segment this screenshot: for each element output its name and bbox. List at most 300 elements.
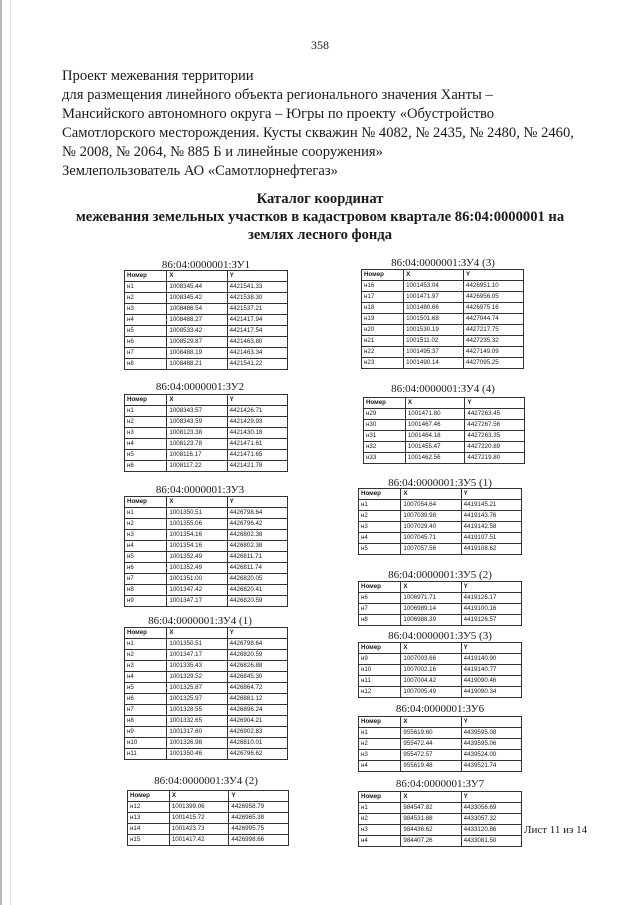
x-coordinate: 1008488.19 <box>167 348 227 359</box>
column-header-n: Номер <box>359 489 401 500</box>
header-line: Проект межевания территории <box>62 68 254 84</box>
x-coordinate: 955619.48 <box>401 761 461 772</box>
table-row <box>125 406 288 417</box>
table-row <box>125 705 288 716</box>
x-coordinate: 1001354.16 <box>167 530 227 541</box>
x-coordinate: 1008533.42 <box>167 326 227 337</box>
coords-table-zu5-2 <box>358 581 522 626</box>
table-row <box>125 738 288 749</box>
point-number: н1 <box>125 406 167 417</box>
y-coordinate: 4426811.74 <box>227 563 287 574</box>
x-coordinate: 955472.44 <box>401 739 461 750</box>
y-coordinate: 4426965.38 <box>229 813 289 824</box>
table-row <box>128 824 289 835</box>
table-row <box>125 508 288 519</box>
point-number: н3 <box>125 428 167 439</box>
x-coordinate: 1007039.98 <box>401 511 461 522</box>
point-number: н1 <box>359 500 401 511</box>
table-row <box>364 431 525 442</box>
table-label-zu5-3: 86:04:0000001:ЗУ5 (3) <box>388 630 492 642</box>
column-header-y: Y <box>461 582 521 593</box>
y-coordinate: 4421541.33 <box>227 282 287 293</box>
column-header-n: Номер <box>359 717 401 728</box>
coords-table-zu4-3 <box>361 269 524 369</box>
x-coordinate: 1001462.56 <box>405 453 465 464</box>
x-coordinate: 1008486.54 <box>167 304 227 315</box>
y-coordinate: 4419100.16 <box>461 604 521 615</box>
table-row <box>128 813 289 824</box>
x-coordinate: 1001530.19 <box>404 325 464 336</box>
y-coordinate: 4427044.74 <box>464 314 524 325</box>
x-coordinate: 1008345.44 <box>167 282 227 293</box>
y-coordinate: 4433120.86 <box>461 825 521 836</box>
point-number: н1 <box>125 639 167 650</box>
point-number: н4 <box>125 672 167 683</box>
table-row <box>359 615 522 626</box>
y-coordinate: 4421471.61 <box>227 439 287 450</box>
point-number: н21 <box>362 336 404 347</box>
y-coordinate: 4421538.30 <box>227 293 287 304</box>
point-number: н1 <box>359 728 401 739</box>
x-coordinate: 1001325.87 <box>167 683 227 694</box>
y-coordinate: 4426956.05 <box>464 292 524 303</box>
x-coordinate: 1001501.68 <box>404 314 464 325</box>
point-number: н23 <box>362 358 404 369</box>
column-header-x: X <box>401 582 461 593</box>
table-header-row <box>125 271 288 282</box>
header-line: Самотлорского месторождения. Кусты скважин № 4082, № 2435, № 2480, № 2460, <box>62 124 574 141</box>
y-coordinate: 4439595.06 <box>461 739 521 750</box>
table-row <box>359 803 522 814</box>
table-header-row <box>359 643 522 654</box>
y-coordinate: 4427263.35 <box>465 431 525 442</box>
x-coordinate: 1001423.73 <box>169 824 229 835</box>
point-number: н8 <box>359 615 401 626</box>
table-header-row <box>362 270 524 281</box>
point-number: н2 <box>125 293 167 304</box>
y-coordinate: 4426958.79 <box>229 802 289 813</box>
column-header-n: Номер <box>125 271 167 282</box>
table-row <box>364 409 525 420</box>
x-coordinate: 1001352.49 <box>167 563 227 574</box>
column-header-n: Номер <box>125 497 167 508</box>
point-number: н8 <box>125 716 167 727</box>
table-label-zu6: 86:04:0000001:ЗУ6 <box>395 703 485 715</box>
y-coordinate: 4426802.38 <box>227 541 287 552</box>
table-label-zu4-4: 86:04:0000001:ЗУ4 (4) <box>391 383 495 395</box>
y-coordinate: 4426998.66 <box>229 835 289 846</box>
point-number: н18 <box>362 303 404 314</box>
point-number: н2 <box>359 511 401 522</box>
catalog-title-line: Каталог координат <box>256 191 384 207</box>
point-number: н7 <box>125 574 167 585</box>
point-number: н10 <box>359 665 401 676</box>
y-coordinate: 4421537.21 <box>227 304 287 315</box>
x-coordinate: 1001351.00 <box>167 574 227 585</box>
point-number: н2 <box>125 519 167 530</box>
point-number: н10 <box>125 738 167 749</box>
x-coordinate: 1006989.14 <box>401 604 461 615</box>
table-row <box>125 519 288 530</box>
y-coordinate: 4427263.45 <box>465 409 525 420</box>
x-coordinate: 1001354.16 <box>167 541 227 552</box>
column-header-y: Y <box>464 270 524 281</box>
coords-table-zu4-1 <box>124 627 288 760</box>
point-number: н1 <box>359 803 401 814</box>
column-header-y: Y <box>461 717 521 728</box>
x-coordinate: 1006971.71 <box>401 593 461 604</box>
table-row <box>362 325 524 336</box>
x-coordinate: 1001329.52 <box>167 672 227 683</box>
y-coordinate: 4426845.30 <box>227 672 287 683</box>
y-coordinate: 4421417.54 <box>227 326 287 337</box>
table-row <box>125 530 288 541</box>
point-number: н6 <box>125 337 167 348</box>
y-coordinate: 4421463.34 <box>227 348 287 359</box>
x-coordinate: 984531.88 <box>401 814 461 825</box>
y-coordinate: 4419090.46 <box>461 676 521 687</box>
table-header-row <box>125 395 288 406</box>
table-header-row <box>125 497 288 508</box>
y-coordinate: 4433081.50 <box>461 836 521 847</box>
table-row <box>125 428 288 439</box>
x-coordinate: 955619.60 <box>401 728 461 739</box>
point-number: н7 <box>125 705 167 716</box>
x-coordinate: 1001490.14 <box>404 358 464 369</box>
point-number: н2 <box>359 739 401 750</box>
point-number: н8 <box>125 585 167 596</box>
y-coordinate: 4427267.56 <box>465 420 525 431</box>
table-row <box>128 835 289 846</box>
x-coordinate: 1001328.55 <box>167 705 227 716</box>
point-number: н3 <box>125 304 167 315</box>
y-coordinate: 4426820.05 <box>227 574 287 585</box>
coords-table-zu5-3 <box>358 642 522 698</box>
y-coordinate: 4419090.34 <box>461 687 521 698</box>
table-row <box>125 359 288 370</box>
table-row <box>359 676 522 687</box>
point-number: н7 <box>125 348 167 359</box>
x-coordinate: 1008123.78 <box>167 439 227 450</box>
header-line: Землепользователь АО «Самотлорнефтегаз» <box>62 162 338 179</box>
point-number: н17 <box>362 292 404 303</box>
x-coordinate: 1008529.87 <box>167 337 227 348</box>
column-header-y: Y <box>227 628 287 639</box>
table-row <box>359 604 522 615</box>
y-coordinate: 4426796.42 <box>227 519 287 530</box>
point-number: н4 <box>359 836 401 847</box>
column-header-x: X <box>401 717 461 728</box>
x-coordinate: 1001326.98 <box>167 738 227 749</box>
y-coordinate: 4419140.90 <box>461 654 521 665</box>
table-row <box>362 303 524 314</box>
table-row <box>125 282 288 293</box>
x-coordinate: 1008488.27 <box>167 315 227 326</box>
table-header-row <box>359 717 522 728</box>
table-row <box>125 683 288 694</box>
table-label-zu7: 86:04:0000001:ЗУ7 <box>395 778 485 790</box>
table-row <box>125 348 288 359</box>
column-header-n: Номер <box>125 395 167 406</box>
y-coordinate: 4419140.77 <box>461 665 521 676</box>
y-coordinate: 4421417.94 <box>227 315 287 326</box>
scan-edge <box>0 0 2 905</box>
table-row <box>359 593 522 604</box>
y-coordinate: 4439521.74 <box>461 761 521 772</box>
y-coordinate: 4426902.83 <box>227 727 287 738</box>
table-row <box>362 281 524 292</box>
y-coordinate: 4421471.65 <box>227 450 287 461</box>
y-coordinate: 4419143.76 <box>461 511 521 522</box>
point-number: н1 <box>125 282 167 293</box>
point-number: н11 <box>125 749 167 760</box>
point-number: н15 <box>128 835 170 846</box>
y-coordinate: 4426811.71 <box>227 552 287 563</box>
table-row <box>359 750 522 761</box>
y-coordinate: 4421426.71 <box>227 406 287 417</box>
y-coordinate: 4426820.41 <box>227 585 287 596</box>
column-header-x: X <box>167 628 227 639</box>
column-header-x: X <box>167 395 227 406</box>
x-coordinate: 1001350.51 <box>167 639 227 650</box>
x-coordinate: 1008343.59 <box>167 417 227 428</box>
coords-table-zu4-4 <box>363 397 525 464</box>
point-number: н16 <box>362 281 404 292</box>
column-header-n: Номер <box>359 792 401 803</box>
table-row <box>125 639 288 650</box>
table-row <box>125 417 288 428</box>
point-number: н19 <box>362 314 404 325</box>
table-row <box>125 650 288 661</box>
point-number: н2 <box>359 814 401 825</box>
point-number: н5 <box>125 326 167 337</box>
point-number: н9 <box>125 727 167 738</box>
table-row <box>125 716 288 727</box>
y-coordinate: 4426798.64 <box>227 508 287 519</box>
scan-edge-shadow <box>10 0 11 905</box>
y-coordinate: 4421541.22 <box>227 359 287 370</box>
point-number: н14 <box>128 824 170 835</box>
table-label-zu2: 86:04:0000001:ЗУ2 <box>155 381 245 393</box>
catalog-title-line: межевания земельных участков в кадастровом квартале 86:04:0000001 на <box>75 209 565 225</box>
point-number: н5 <box>125 683 167 694</box>
x-coordinate: 1001332.65 <box>167 716 227 727</box>
x-coordinate: 1008116.17 <box>167 450 227 461</box>
x-coordinate: 1001511.02 <box>404 336 464 347</box>
coords-table-zu7 <box>358 791 522 847</box>
table-row <box>362 336 524 347</box>
point-number: н8 <box>125 359 167 370</box>
x-coordinate: 1001455.47 <box>405 442 465 453</box>
point-number: н7 <box>359 604 401 615</box>
point-number: н4 <box>125 541 167 552</box>
y-coordinate: 4426995.75 <box>229 824 289 835</box>
column-header-y: Y <box>227 497 287 508</box>
column-header-y: Y <box>227 271 287 282</box>
x-coordinate: 1001467.46 <box>405 420 465 431</box>
table-row <box>125 541 288 552</box>
y-coordinate: 4426820.59 <box>227 650 287 661</box>
header-line: № 2008, № 2064, № 885 Б и линейные сооружения» <box>62 143 383 160</box>
table-row <box>125 293 288 304</box>
table-row <box>125 727 288 738</box>
y-coordinate: 4433057.32 <box>461 814 521 825</box>
x-coordinate: 1007002.16 <box>401 665 461 676</box>
y-coordinate: 4427220.89 <box>465 442 525 453</box>
table-row <box>125 585 288 596</box>
catalog-title <box>0 190 640 244</box>
table-row <box>125 563 288 574</box>
x-coordinate: 1008123.38 <box>167 428 227 439</box>
table-row <box>125 326 288 337</box>
point-number: н5 <box>125 552 167 563</box>
table-label-zu4-3: 86:04:0000001:ЗУ4 (3) <box>391 257 495 269</box>
column-header-y: Y <box>461 489 521 500</box>
table-row <box>359 687 522 698</box>
x-coordinate: 1008345.42 <box>167 293 227 304</box>
table-row <box>128 802 289 813</box>
column-header-n: Номер <box>362 270 404 281</box>
point-number: н3 <box>125 661 167 672</box>
x-coordinate: 984407.26 <box>401 836 461 847</box>
table-row <box>125 315 288 326</box>
header-line: Мансийского автономного округа – Югры по проекту «Обустройство <box>62 105 495 122</box>
y-coordinate: 4426798.64 <box>227 639 287 650</box>
x-coordinate: 1001480.66 <box>404 303 464 314</box>
table-label-zu4-2: 86:04:0000001:ЗУ4 (2) <box>154 775 258 787</box>
column-header-n: Номер <box>128 791 170 802</box>
y-coordinate: 4427235.32 <box>464 336 524 347</box>
table-label-zu5-1: 86:04:0000001:ЗУ5 (1) <box>388 477 492 489</box>
column-header-y: Y <box>461 792 521 803</box>
point-number: н6 <box>359 593 401 604</box>
sheet-counter: Лист 11 из 14 <box>524 824 588 836</box>
point-number: н6 <box>125 461 167 472</box>
table-row <box>359 500 522 511</box>
point-number: н33 <box>364 453 406 464</box>
x-coordinate: 1001453.04 <box>404 281 464 292</box>
point-number: н9 <box>359 654 401 665</box>
column-header-n: Номер <box>359 582 401 593</box>
table-row <box>359 814 522 825</box>
table-header-row <box>359 489 522 500</box>
project-header <box>62 67 582 180</box>
x-coordinate: 1007003.66 <box>401 654 461 665</box>
point-number: н4 <box>125 315 167 326</box>
y-coordinate: 4426810.01 <box>227 738 287 749</box>
coords-table-zu6 <box>358 716 522 772</box>
point-number: н3 <box>359 750 401 761</box>
column-header-x: X <box>405 398 465 409</box>
x-coordinate: 1007054.64 <box>401 500 461 511</box>
y-coordinate: 4433056.69 <box>461 803 521 814</box>
table-row <box>359 728 522 739</box>
y-coordinate: 4419145.21 <box>461 500 521 511</box>
table-header-row <box>359 792 522 803</box>
table-header-row <box>364 398 525 409</box>
y-coordinate: 4426864.72 <box>227 683 287 694</box>
table-row <box>359 665 522 676</box>
point-number: н5 <box>359 544 401 555</box>
table-row <box>359 836 522 847</box>
table-row <box>125 304 288 315</box>
x-coordinate: 1001417.42 <box>169 835 229 846</box>
table-row <box>359 533 522 544</box>
x-coordinate: 1001350.51 <box>167 508 227 519</box>
x-coordinate: 1001350.46 <box>167 749 227 760</box>
table-row <box>125 439 288 450</box>
point-number: н12 <box>359 687 401 698</box>
point-number: н2 <box>125 417 167 428</box>
x-coordinate: 1001399.06 <box>169 802 229 813</box>
table-label-zu5-2: 86:04:0000001:ЗУ5 (2) <box>388 569 492 581</box>
page-number: 358 <box>311 38 329 52</box>
y-coordinate: 4426896.24 <box>227 705 287 716</box>
column-header-x: X <box>401 489 461 500</box>
y-coordinate: 4419108.62 <box>461 544 521 555</box>
x-coordinate: 1001317.60 <box>167 727 227 738</box>
table-row <box>125 337 288 348</box>
column-header-y: Y <box>229 791 289 802</box>
table-row <box>125 461 288 472</box>
x-coordinate: 1001415.72 <box>169 813 229 824</box>
column-header-x: X <box>404 270 464 281</box>
y-coordinate: 4426802.38 <box>227 530 287 541</box>
y-coordinate: 4426904.21 <box>227 716 287 727</box>
table-row <box>362 347 524 358</box>
x-coordinate: 1007057.56 <box>401 544 461 555</box>
x-coordinate: 1007045.71 <box>401 533 461 544</box>
table-row <box>359 522 522 533</box>
coords-table-zu1 <box>124 270 288 370</box>
table-row <box>125 672 288 683</box>
table-row <box>359 761 522 772</box>
table-row <box>362 358 524 369</box>
y-coordinate: 4426826.88 <box>227 661 287 672</box>
x-coordinate: 1001495.37 <box>404 347 464 358</box>
y-coordinate: 4427217.75 <box>464 325 524 336</box>
y-coordinate: 4421463.80 <box>227 337 287 348</box>
table-row <box>364 453 525 464</box>
x-coordinate: 1001352.49 <box>167 552 227 563</box>
table-label-zu3: 86:04:0000001:ЗУ3 <box>155 484 245 496</box>
x-coordinate: 1008488.21 <box>167 359 227 370</box>
point-number: н4 <box>359 533 401 544</box>
x-coordinate: 984436.62 <box>401 825 461 836</box>
y-coordinate: 4419142.58 <box>461 522 521 533</box>
column-header-n: Номер <box>125 628 167 639</box>
y-coordinate: 4426820.59 <box>227 596 287 607</box>
column-header-x: X <box>401 792 461 803</box>
point-number: н2 <box>125 650 167 661</box>
point-number: н3 <box>125 530 167 541</box>
column-header-x: X <box>167 271 227 282</box>
point-number: н31 <box>364 431 406 442</box>
point-number: н6 <box>125 694 167 705</box>
y-coordinate: 4419126.57 <box>461 615 521 626</box>
header-line: для размещения линейного объекта регионального значения Ханты – <box>62 86 493 103</box>
column-header-x: X <box>401 643 461 654</box>
table-row <box>125 596 288 607</box>
table-row <box>359 511 522 522</box>
table-header-row <box>359 582 522 593</box>
x-coordinate: 1007005.49 <box>401 687 461 698</box>
table-row <box>359 654 522 665</box>
point-number: н4 <box>359 761 401 772</box>
table-row <box>359 825 522 836</box>
y-coordinate: 4421429.93 <box>227 417 287 428</box>
coords-table-zu3 <box>124 496 288 607</box>
